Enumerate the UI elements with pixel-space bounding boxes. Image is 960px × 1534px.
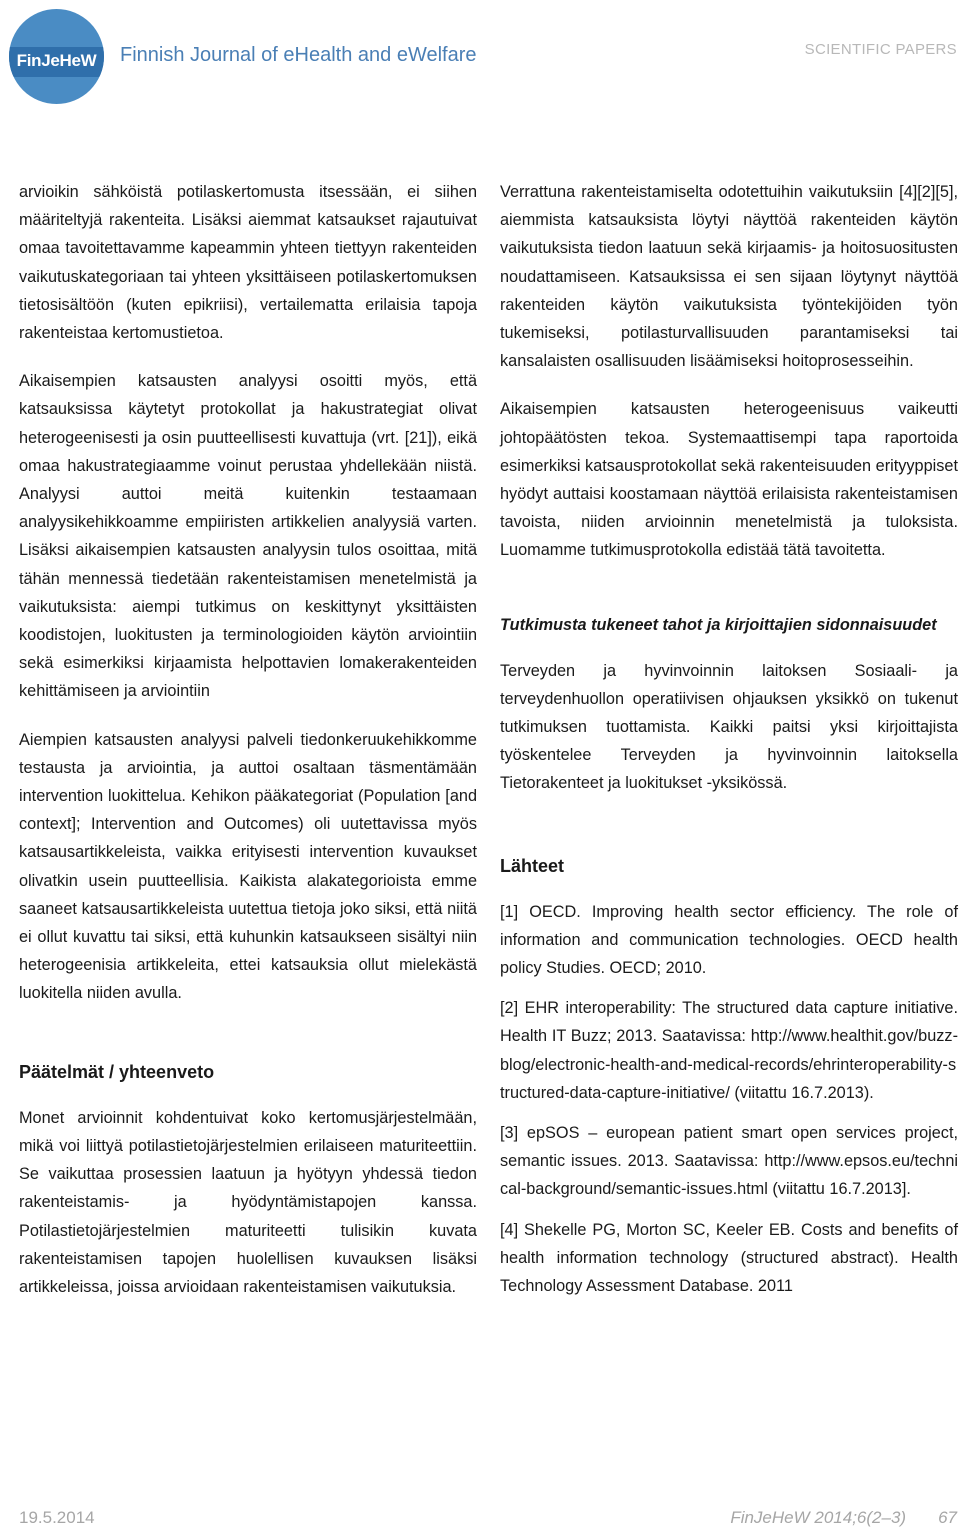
footer-citation bbox=[730, 1508, 957, 1528]
reference-item bbox=[500, 1216, 958, 1301]
reference-text: [4] Shekelle PG, Morton SC, Keeler EB. Costs and benefits of health information technology (structured abstract). Health Technology Assessment Database. 2011 bbox=[500, 1220, 958, 1296]
section-heading: Lähteet bbox=[500, 855, 565, 876]
citation-text: FinJeHeW 2014;6(2–3) bbox=[730, 1508, 907, 1527]
reference-text: [3] epSOS – european patient smart open services project, semantic issues. 2013. Saatavissa: bbox=[500, 1124, 958, 1171]
page-number: 67 bbox=[938, 1508, 957, 1527]
reference-item bbox=[500, 1119, 958, 1204]
left-column bbox=[19, 178, 477, 1321]
reference-text: [2] EHR interoperability: The structured data capture initiative. Health IT Buzz; 2013. Saatavissa: bbox=[500, 999, 958, 1046]
journal-title: Finnish Journal of eHealth and eWelfare bbox=[120, 44, 477, 66]
paragraph: Terveyden ja hyvinvoinnin laitoksen Sosiaali- ja terveydenhuollon operatiivisen ohjauksen yksikkö on tukenut tutkimuksen tuottamista. Kaikki paitsi yksi kirjoittajista työskentelee Terveyden ja hyvinvoinnin laitoksella Tietorakenteet ja luokitukset -yksikössä. bbox=[500, 661, 958, 793]
section-label: SCIENTIFIC PAPERS bbox=[804, 41, 957, 58]
reference-tail: (viitattu 16.7.2013]. bbox=[767, 1180, 911, 1199]
reference-text: [1] OECD. Improving health sector efficiency. The role of information and communication technologies. OECD health policy Studies. OECD; 2010. bbox=[500, 902, 958, 978]
footer-date: 19.5.2014 bbox=[19, 1508, 95, 1527]
paragraph: Verrattuna rakenteistamiselta odotettuihin vaikutuksiin [4][2][5], aiemmista katsauksista löytyi näyttöä rakenteiden käytön vaikutuksista tiedon laatuun sekä kirjaamis- ja hoitosuositusten noudattamiseen. Katsauksissa ei sen sijaan löytynyt näyttöä rakenteiden käytön vaikutuksista työntekijöiden työn tukemiseksi, potilasturvallisuuden parantamiseksi tai kansalaisten osallisuuden lisäämiseksi hoitoprosesseihin. bbox=[500, 183, 958, 371]
reference-link[interactable]: http://www.healthit.gov/buzz-blog/electronic-health-and-medical-records/ehrinteroperability-structured-data-capture-initiative/ bbox=[500, 1027, 958, 1102]
reference-item bbox=[500, 994, 958, 1107]
reference-tail: (viitattu 16.7.2013). bbox=[729, 1083, 874, 1102]
section-heading: Tutkimusta tukeneet tahot ja kirjoittajien sidonnaisuudet bbox=[500, 615, 937, 634]
paragraph: Aiempien katsausten analyysi palveli tiedonkeruukehikkomme testausta ja arviointia, ja auttoi osaltaan täsmentämään intervention luokittelua. Kehikon pääkategoriat (Population [and context]; Intervention and Outcomes) oli uutettavissa myös katsausartikkeleista, vaikka erityisesti intervention kuvaukset olivatkin usein puutteellisia. Kaikista alakategorioista emme saaneet katsausartikkeleista uutettua tietoja joko siksi, että niitä ei ollut kuvattu tai siksi, että kuhunkin katsaukseen sisältyi niin heterogeenisia artikkeleita, ettei katsauksia ollut mielekästä luokitella niiden avulla. bbox=[19, 730, 477, 1003]
right-column bbox=[500, 178, 958, 1312]
journal-logo bbox=[9, 9, 104, 104]
reference-link[interactable]: http://www.epsos.eu/technical-background/semantic-issues.html bbox=[500, 1152, 958, 1199]
paragraph: Aikaisempien katsausten heterogeenisuus vaikeutti johtopäätösten tekoa. Systemaattisempi tapa raportoida esimerkiksi katsausprotokollat sekä rakenteisuuden erityyppiset hyödyt auttaisi koostamaan näyttöä erilaisista rakenteistamisen tavoista, niiden arvioinnin menetelmistä ja tuloksista. Luomamme tutkimusprotokolla edistää tätä tavoitetta. bbox=[500, 400, 958, 560]
reference-item bbox=[500, 898, 958, 983]
logo-text: FinJeHeW bbox=[16, 51, 97, 70]
paragraph: Aikaisempien katsausten analyysi osoitti myös, että katsauksissa käytetyt protokollat ja hakustrategiat olivat heterogeenisesti ja osin puutteellisesti kuvattuja (vrt. [21]), eikä omaa hakustrategiaamme voinut perustaa yhdellekään niistä. Analyysi auttoi meitä kuitenkin testaamaan analyysikehikkoamme empiiristen artikkelien analyysiä varten. Lisäksi aikaisempien katsausten analyysin tulos osoittaa, mitä tähän mennessä tiedetään rakenteistamisen menetelmistä ja vaikutuksista: aiempi tutkimus on keskittynyt yksittäisten koodistojen, luokitusten ja terminologioiden käytön arviointiin sekä esimerkiksi kirjaamista helpottavien lomakerakenteiden kehittämiseen ja arviointiin bbox=[19, 372, 477, 701]
paragraph: Monet arvioinnit kohdentuivat koko kertomusjärjestelmään, mikä voi liittyä potilastietojärjestelmien erilaiseen maturiteettiin. Se vaikuttaa prosessien laatuun ja hyötyyn yhdessä tiedon rakenteistamis- ja hyödyntämistapojen kanssa. Potilastietojärjestelmien maturiteetti tulisikin kuvata rakenteistamisen tapojen huolellisen kuvauksen lisäksi artikkeleissa, joissa arvioidaan rakenteistamisen vaikutuksia. bbox=[19, 1108, 477, 1296]
paragraph: arvioikin sähköistä potilaskertomusta itsessään, ei siihen määriteltyjä rakenteita. Lisäksi aiemmat katsaukset rajautuivat omaa tavoitettavamme kapeammin yhteen tiettyyn rakenteiden vaikutuskategoriaan tai yhteen yksittäiseen potilaskertomuksen tietosisältöön (kuten epikriisi), vertailematta erilaisia tapoja rakenteistaa kertomustietoa. bbox=[19, 183, 477, 343]
section-heading: Päätelmät / yhteenveto bbox=[19, 1061, 215, 1082]
